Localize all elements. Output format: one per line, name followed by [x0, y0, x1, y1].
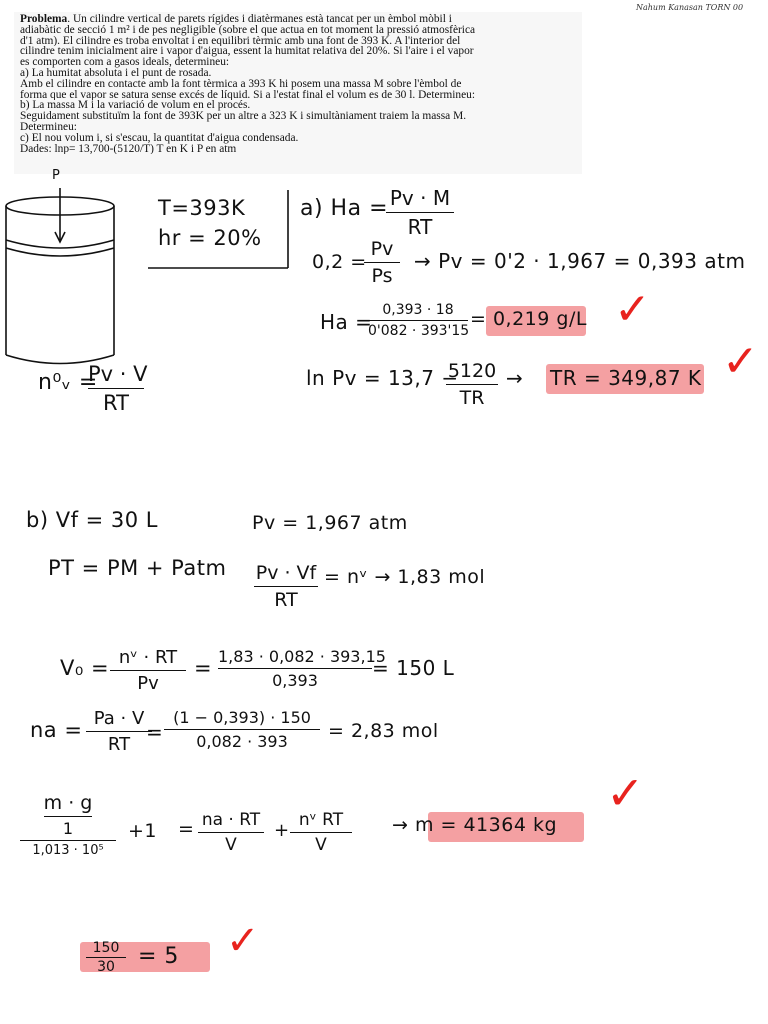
total-pressure: PT = PM + Patm	[48, 556, 227, 580]
problem-line: Amb el cilindre en contacte amb la font tèrmica a 393 K hi posem una massa M sobre l'èmbol de	[20, 78, 462, 90]
tr-result: TR = 349,87 K	[550, 366, 702, 390]
mass-result: → m = 41364 kg	[392, 814, 558, 836]
final-volume: b) Vf = 30 L	[26, 508, 158, 532]
volume-ratio-result: = 5	[138, 944, 179, 969]
na-calc-fraction: (1 − 0,393) · 150 0,082 · 393	[164, 708, 320, 751]
m-compound-fraction: m · g 1 1,013 · 10⁵	[20, 792, 116, 858]
problem-line: adiabàtic de secció 1 m² i de pes negligible (sobre el que actua en tot moment la pressió atmosfèrica	[20, 24, 476, 36]
problem-line: Determineu:	[20, 121, 77, 133]
ha-formula-fraction: Pv · M RT	[386, 186, 454, 239]
problem-line: Dades: lnp= 13,700-(5120/T) T en K i P en atm	[20, 143, 237, 155]
na-lhs: na =	[30, 718, 83, 742]
m-equals: =	[178, 818, 195, 840]
ha-calc-lhs: Ha =	[320, 310, 373, 334]
ratio-fraction: Pv Ps	[364, 238, 400, 287]
author-header-note: Nahum Kanasan TORN 00	[636, 3, 744, 12]
volume-ratio-fraction: 150 30	[86, 940, 126, 975]
vapor-pressure: Pv = 1,967 atm	[252, 512, 408, 534]
ratio-lhs: 0,2 =	[312, 251, 367, 273]
piston-bottom	[6, 248, 114, 256]
n0-lhs: n⁰ᵥ =	[38, 370, 98, 395]
problem-title: Problema	[20, 14, 68, 25]
m-term2-fraction: nᵛ RT V	[290, 810, 352, 855]
m-plus-one: +1	[128, 820, 158, 842]
n0-fraction: Pv · V RT	[88, 362, 148, 415]
m-plus: +	[274, 820, 290, 841]
problem-line: es comporten com a gasos ideals, determineu:	[20, 57, 230, 68]
problem-line: Problema. Un cilindre vertical de parets rígides i diatèrmanes està tancat per un èmbol mòbil i	[20, 14, 452, 25]
problem-line: c) El nou volum i, si s'escau, la quantitat d'aigua condensada.	[20, 132, 299, 144]
problem-line: cilindre tenim inicialment aire i vapor d'aigua, essent la humitat relativa del 20%. Si l'aire i el vapor	[20, 46, 474, 58]
v0-equals: =	[194, 656, 213, 680]
lnpv-fraction: 5120 TR	[447, 360, 497, 409]
v0-result: = 150 L	[372, 656, 455, 680]
ha-formula-lhs: a) Ha =	[300, 196, 389, 221]
na-fraction: Pa · V RT	[86, 708, 152, 755]
na-equals: =	[146, 720, 164, 744]
na-result: = 2,83 mol	[328, 720, 439, 742]
problem-line: a) La humitat absoluta i el punt de rosada.	[20, 67, 212, 79]
problem-line: forma que el vapor se satura sense excés de líquid. Si a l'estat final el volum es de 30 l. Determineu:	[20, 89, 476, 101]
check-mark-icon: ✓	[606, 766, 645, 820]
problem-line: b) La massa M i la variació de volum en el procés.	[20, 100, 251, 112]
v0-lhs: V₀ =	[60, 656, 110, 680]
nv-fraction: Pv · Vf RT	[255, 562, 317, 611]
v0-calc-fraction: 1,83 · 0,082 · 393,15 0,393	[218, 647, 386, 690]
ha-result: = 0,219 g/L	[470, 308, 587, 330]
nv-result: = nᵛ → 1,83 mol	[324, 566, 486, 588]
check-mark-icon: ✓	[226, 918, 260, 964]
problem-line: Seguidament substituïm la font de 393K per un altre a 323 K i simultàniament traiem la massa M.	[20, 111, 467, 122]
lnpv-lhs: ln Pv = 13,7 −	[306, 366, 459, 390]
check-mark-icon: ✓	[614, 284, 651, 335]
pv-result: → Pv = 0'2 · 1,967 = 0,393 atm	[414, 249, 746, 273]
arrow-to-tr: →	[506, 366, 524, 390]
problem-line: d'1 atm). El cilindre es troba envoltat i en equilibri tèrmic amb una font de 393 K. A l'interior del	[20, 35, 461, 47]
given-temperature: T=393K	[158, 196, 246, 220]
v0-fraction: nᵛ · RT Pv	[110, 647, 186, 694]
check-mark-icon: ✓	[722, 336, 759, 387]
m-term1-fraction: na · RT V	[198, 810, 264, 855]
given-relative-humidity: hr = 20%	[158, 226, 262, 250]
ha-calc-fraction: 0,393 · 18 0'082 · 393'15	[368, 302, 470, 339]
pressure-label: P	[52, 168, 61, 183]
